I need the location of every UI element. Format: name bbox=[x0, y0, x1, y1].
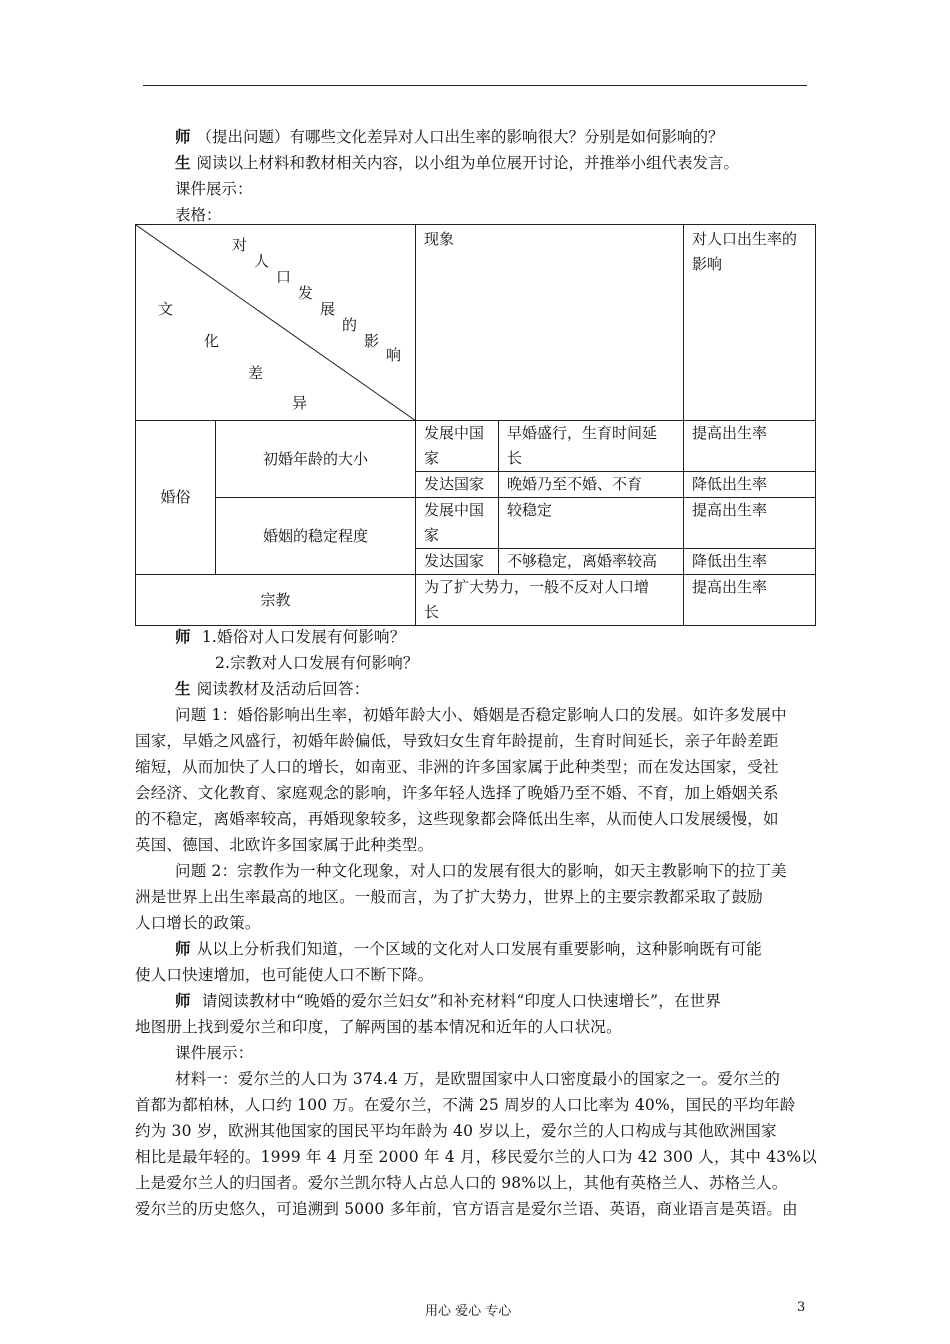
phenomenon-cell: 较稳定 bbox=[499, 498, 684, 549]
phenomenon-header: 现象 bbox=[416, 225, 684, 421]
region-cell: 发展中国 家 bbox=[416, 421, 499, 472]
speaker-student: 生 bbox=[175, 153, 191, 172]
subcategory-stability: 婚姻的稳定程度 bbox=[216, 498, 416, 575]
effect-cell: 降低出生率 bbox=[684, 549, 816, 575]
diag-char: 化 bbox=[204, 332, 220, 350]
diagonal-line bbox=[136, 225, 416, 421]
subcategory-age: 初婚年龄的大小 bbox=[216, 421, 416, 498]
answer-2: 问题 2：宗教作为一种文化现象，对人口的发展有很大的影响，如天主教影响下的拉丁美 洲是世界上出生率最高的地区。一般而言，为了扩大势力，世界上的主要宗教都采取了鼓励 人口增长的政策。 bbox=[135, 862, 787, 932]
speaker-teacher: 师 bbox=[175, 991, 191, 1010]
marriage-category: 婚俗 bbox=[136, 421, 216, 575]
diag-char: 展 bbox=[320, 300, 336, 318]
student-answer: 生 阅读以上材料和教材相关内容，以小组为单位展开讨论，并推举小组代表发言。 bbox=[175, 153, 740, 172]
diag-char: 口 bbox=[276, 268, 292, 286]
effect-header: 对人口出生率的 影响 bbox=[684, 225, 816, 421]
speaker-teacher: 师 bbox=[175, 939, 191, 958]
diag-char: 响 bbox=[386, 346, 402, 364]
courseware-label: 课件展示： bbox=[175, 1044, 254, 1062]
table-row bbox=[136, 421, 816, 472]
diag-char: 异 bbox=[292, 394, 308, 412]
religion-category: 宗教 bbox=[136, 575, 416, 626]
effect-cell: 提高出生率 bbox=[684, 575, 816, 626]
speaker-student: 生 bbox=[175, 679, 191, 698]
teacher-question-1: 师 1.婚俗对人口发展有何影响？ bbox=[175, 627, 406, 646]
phenomenon-cell: 不够稳定，离婚率较高 bbox=[499, 549, 684, 575]
phenomenon-cell: 晚婚乃至不婚、不育 bbox=[499, 472, 684, 498]
region-cell: 发展中国 家 bbox=[416, 498, 499, 549]
teacher-instruction: 师 请阅读教材中“晚婚的爱尔兰妇女”和补充材料“印度人口快速增长”，在世界 地图册上找到爱尔兰和印度，了解两国的基本情况和近年的人口状况。 bbox=[135, 991, 722, 1036]
footer-motto: 用心 爱心 专心 bbox=[425, 1304, 512, 1319]
diag-char: 对 bbox=[232, 236, 248, 254]
answer-1: 问题 1：婚俗影响出生率，初婚年龄大小、婚姻是否稳定影响人口的发展。如许多发展中 国家，早婚之风盛行，初婚年龄偏低，导致妇女生育年龄提前，生育时间延长，亲子年龄差距 缩短，从而加快了人口的增长，如南亚、非洲的许多国家属于此种类型；而在发达国家，受社 会经济、文化教育、家庭观念的影响，许多年轻人选择了晚婚乃至不婚、不育，加上婚姻关系 的不稳定，离婚率较高，再婚现象较多，这些现象都会降低出生率，从而使人口发展缓慢，如 英国、德国、北欧许多国家属于此种类型。 bbox=[135, 706, 787, 854]
table-header-row bbox=[136, 225, 816, 421]
phenomenon-cell: 为了扩大势力，一般不反对人口增 长 bbox=[416, 575, 684, 626]
diag-char: 发 bbox=[298, 284, 314, 302]
speaker-teacher: 师 bbox=[175, 627, 191, 646]
effect-cell: 提高出生率 bbox=[684, 498, 816, 549]
intro-block bbox=[135, 124, 815, 228]
page-number: 3 bbox=[797, 1300, 806, 1315]
diagonal-header-cell bbox=[136, 225, 416, 421]
culture-table bbox=[135, 224, 816, 626]
table-label: 表格： bbox=[175, 206, 222, 224]
region-cell: 发达国家 bbox=[416, 549, 499, 575]
material-1: 材料一：爱尔兰的人口为 374.4 万，是欧盟国家中人口密度最小的国家之一。爱尔兰的 首都为都柏林，人口约 100 万。在爱尔兰，不满 25 周岁的人口比率为 40%，国民的平均年龄 约为 30 岁，欧洲其他国家的国民平均年龄为 40 岁以上，爱尔兰的人口构成与其他欧洲国家 相比是最年轻的。1999 年 4 月至 2000 年 4 月，移民爱尔兰的人口为 42 300 人，其中 43%以 上是爱尔兰人的归国者。爱尔兰凯尔特人占总人口的 98%以上，其他有英格兰人、苏格兰人。 爱尔兰的历史悠久，可追溯到 5000 多年前，官方语言是爱尔兰语、英语，商业语言是英语。由 bbox=[135, 1070, 817, 1218]
diag-char: 文 bbox=[158, 300, 174, 318]
diag-char: 差 bbox=[248, 364, 264, 382]
teacher-question-2: 2.宗教对人口发展有何影响？ bbox=[215, 654, 419, 672]
diag-char: 人 bbox=[254, 252, 270, 270]
phenomenon-cell: 早婚盛行，生育时间延 长 bbox=[499, 421, 684, 472]
table-row bbox=[136, 575, 816, 626]
effect-cell: 提高出生率 bbox=[684, 421, 816, 472]
student-reply: 生 阅读教材及活动后回答： bbox=[175, 679, 370, 698]
table-row bbox=[136, 498, 816, 549]
effect-cell: 降低出生率 bbox=[684, 472, 816, 498]
teacher-summary: 师 从以上分析我们知道，一个区域的文化对人口发展有重要影响，这种影响既有可能 使人口快速增加，也可能使人口不断下降。 bbox=[135, 939, 762, 984]
courseware-label: 课件展示： bbox=[175, 180, 253, 198]
region-cell: 发达国家 bbox=[416, 472, 499, 498]
speaker-teacher: 师 bbox=[175, 127, 191, 146]
teacher-question: 师 （提出问题）有哪些文化差异对人口出生率的影响很大？分别是如何影响的？ bbox=[175, 127, 724, 146]
body-block bbox=[135, 624, 815, 1222]
diag-char: 的 bbox=[342, 316, 358, 334]
header-rule bbox=[143, 85, 807, 86]
diag-char: 影 bbox=[364, 332, 380, 350]
